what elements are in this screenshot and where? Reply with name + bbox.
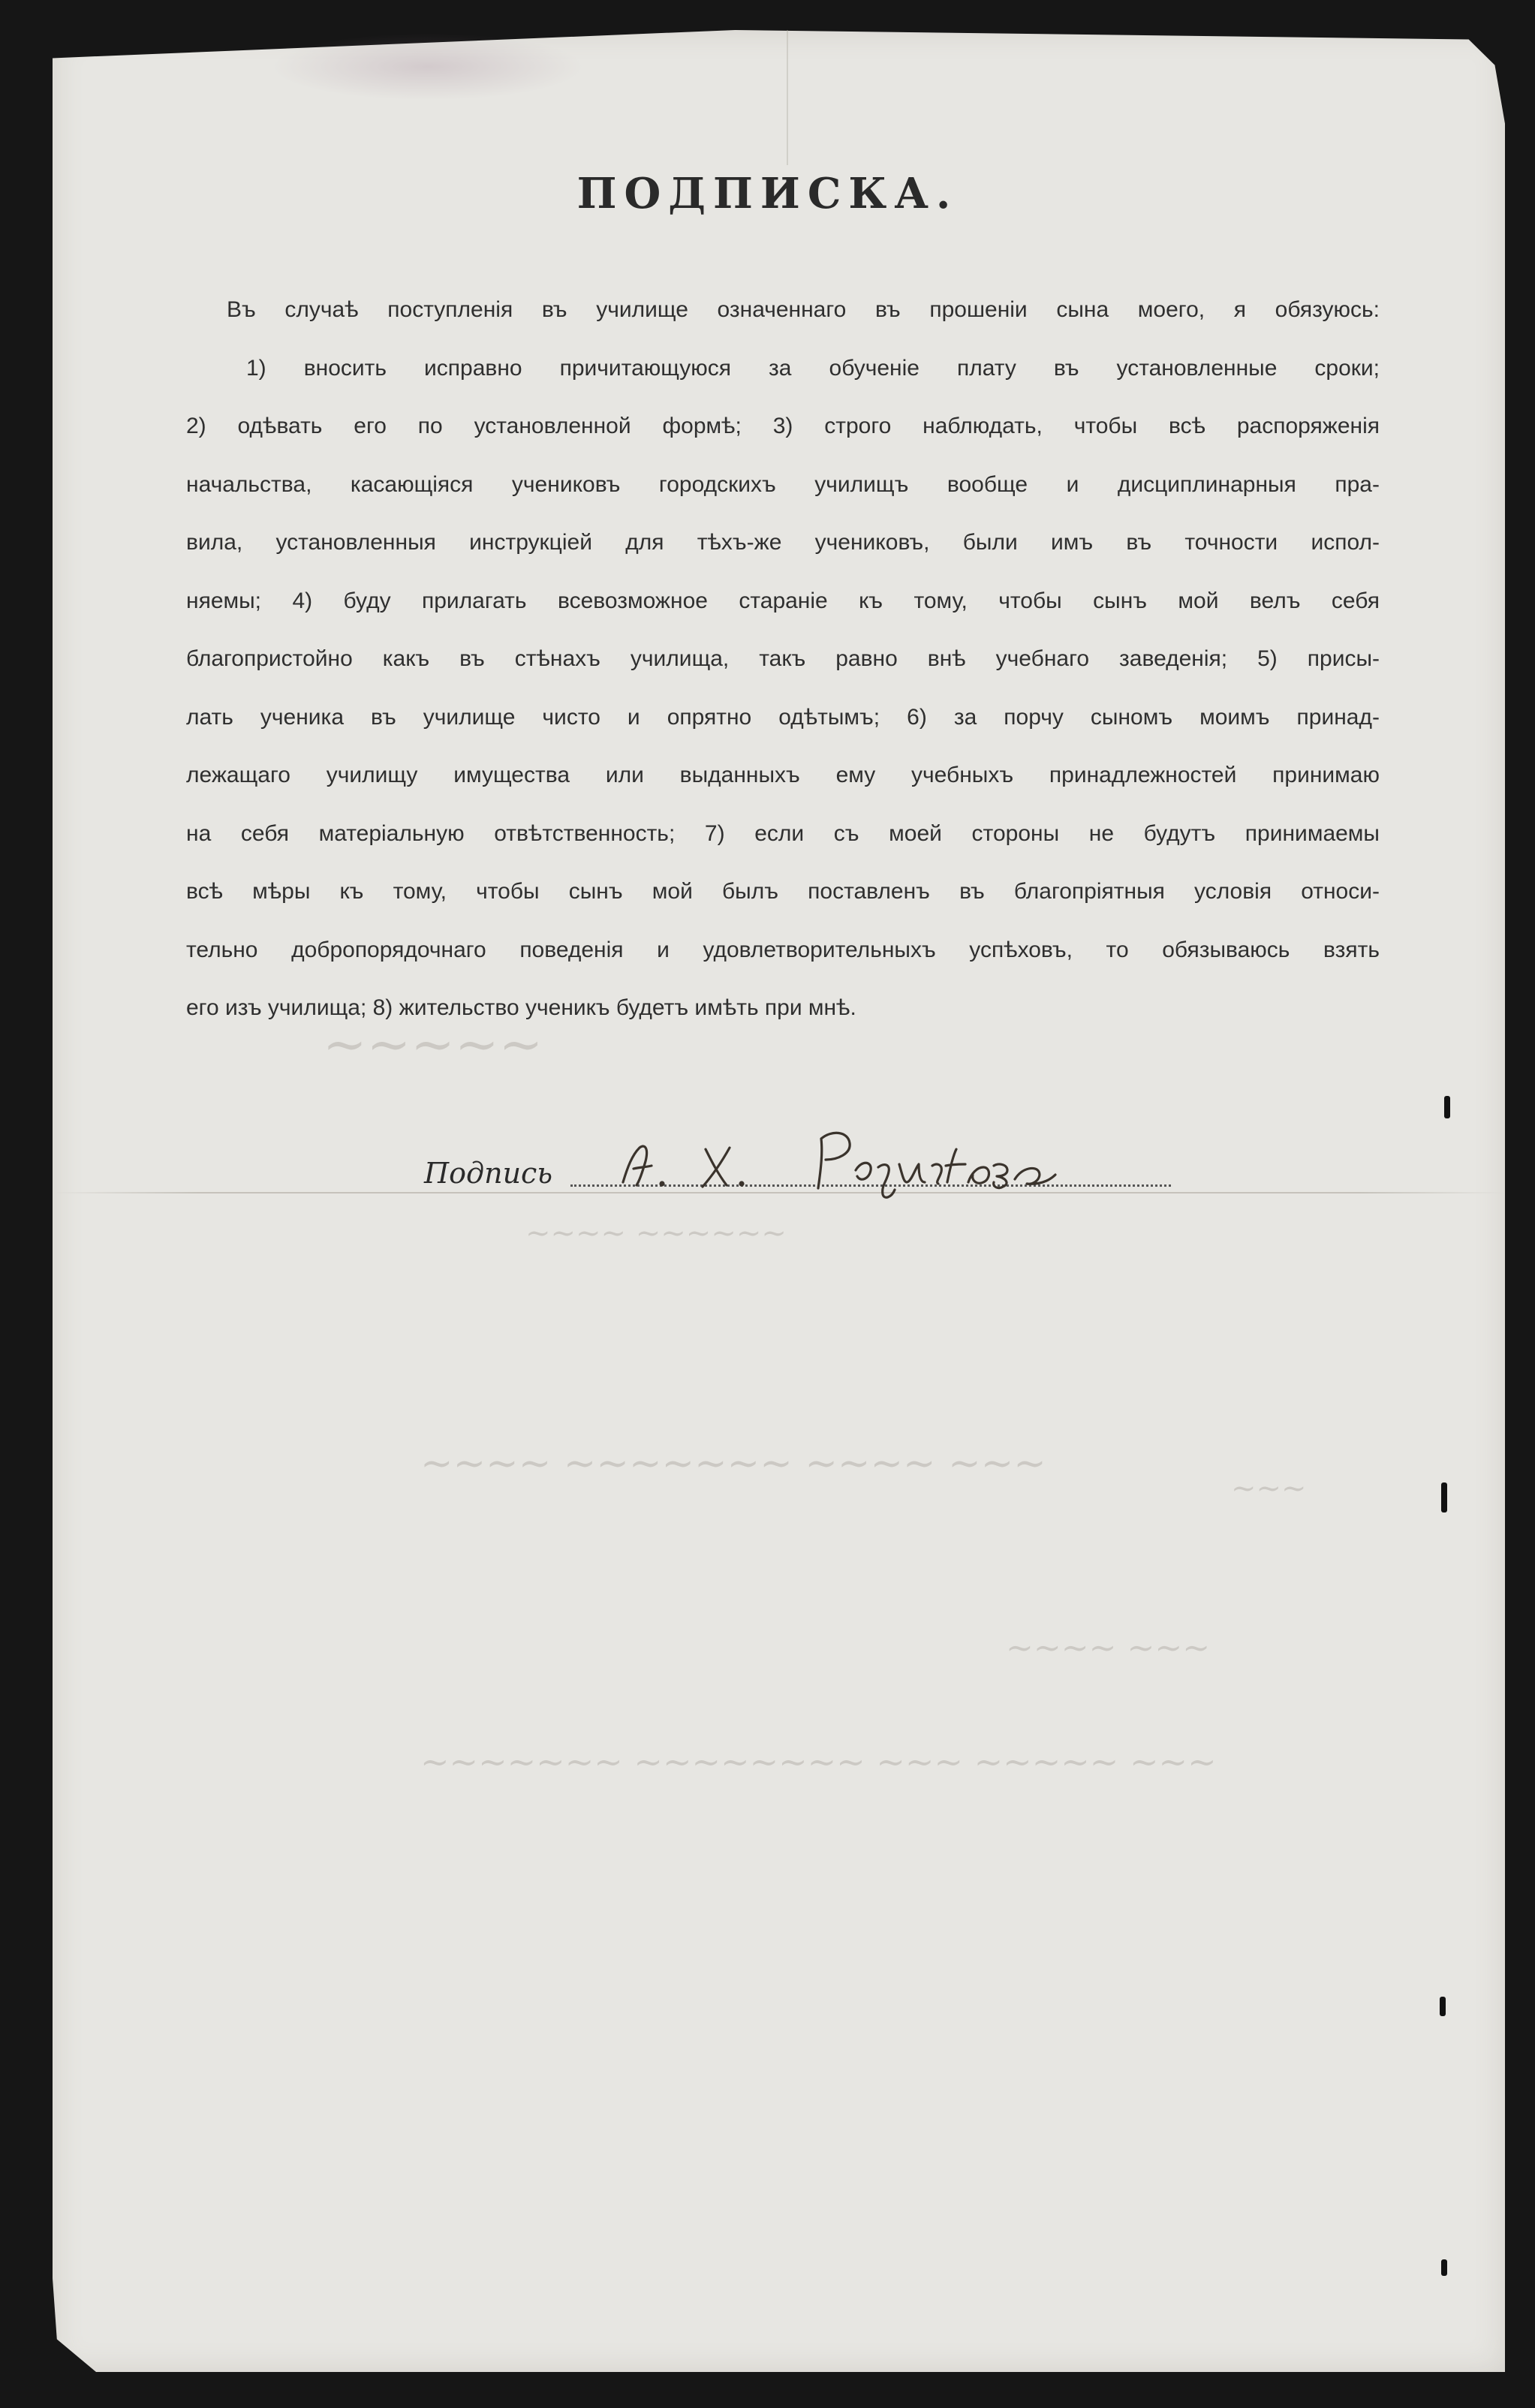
- paper-stain: [270, 33, 585, 101]
- binding-mark: [1441, 2259, 1447, 2276]
- show-through-mark: ~~~~ ~~~~~~~ ~~~~ ~~~: [420, 1441, 1046, 1486]
- signature-label: Подпись: [424, 1157, 553, 1190]
- text-line: на себя матеріальную отвѣтственность; 7) если съ моей стороны не будутъ принимаемы: [186, 820, 1380, 846]
- binding-mark: [1444, 1096, 1450, 1118]
- show-through-mark: ~~~~~~~ ~~~~~~~~ ~~~ ~~~~~ ~~~: [420, 1741, 1217, 1782]
- text-line: Въ случаѣ поступленія въ училище означеннаго въ прошеніи сына моего, я обязуюсь:: [227, 297, 1380, 322]
- text-line: вила, установленныя инструкціей для тѣхъ-же учениковъ, были имъ въ точности испол-: [186, 530, 1380, 555]
- text-line: няемы; 4) буду прилагать всевозможное стараніе къ тому, чтобы сынъ мой велъ себя: [186, 588, 1380, 613]
- text-line: 1) вносить исправно причитающуюся за обученіе плату въ установленные сроки;: [246, 355, 1380, 381]
- show-through-mark: ~~~~ ~~~~~~: [525, 1216, 787, 1251]
- text-line: благопристойно какъ въ стѣнахъ училища, такъ равно внѣ учебнаго заведенія; 5) присы-: [186, 646, 1380, 671]
- text-line: его изъ училища; 8) жительство ученикъ будетъ имѣть при мнѣ.: [186, 995, 856, 1020]
- handwritten-signature: [593, 1122, 1178, 1205]
- text-line: начальства, касающіяся учениковъ городскихъ училищъ вообще и дисциплинарныя пра-: [186, 471, 1380, 497]
- show-through-mark: ~~~~ ~~~: [1006, 1629, 1211, 1667]
- fold-crease-vertical: [787, 30, 788, 165]
- text-line: лать ученика въ училище чисто и опрятно одѣтымъ; 6) за порчу сыномъ моимъ принад-: [186, 704, 1380, 730]
- show-through-mark: ~~~: [1231, 1471, 1307, 1506]
- text-line: всѣ мѣры къ тому, чтобы сынъ мой былъ поставленъ въ благопріятныя условія относи-: [186, 879, 1380, 904]
- text-line: 2) одѣвать его по установленной формѣ; 3) строго наблюдать, чтобы всѣ распоряженія: [186, 414, 1380, 438]
- binding-mark: [1440, 1997, 1446, 2016]
- pledge-text: [186, 282, 1380, 1039]
- text-line: тельно добропорядочнаго поведенія и удовлетворительныхъ успѣховъ, то обязываюсь взять: [186, 937, 1380, 962]
- binding-mark: [1441, 1482, 1447, 1513]
- signature-block: [424, 1145, 1171, 1197]
- document-title: ПОДПИСКА.: [576, 169, 959, 218]
- show-through-mark: ~~~~~: [323, 1013, 543, 1075]
- text-line: лежащаго училищу имущества или выданныхъ ему учебныхъ принадлежностей принимаю: [186, 763, 1380, 787]
